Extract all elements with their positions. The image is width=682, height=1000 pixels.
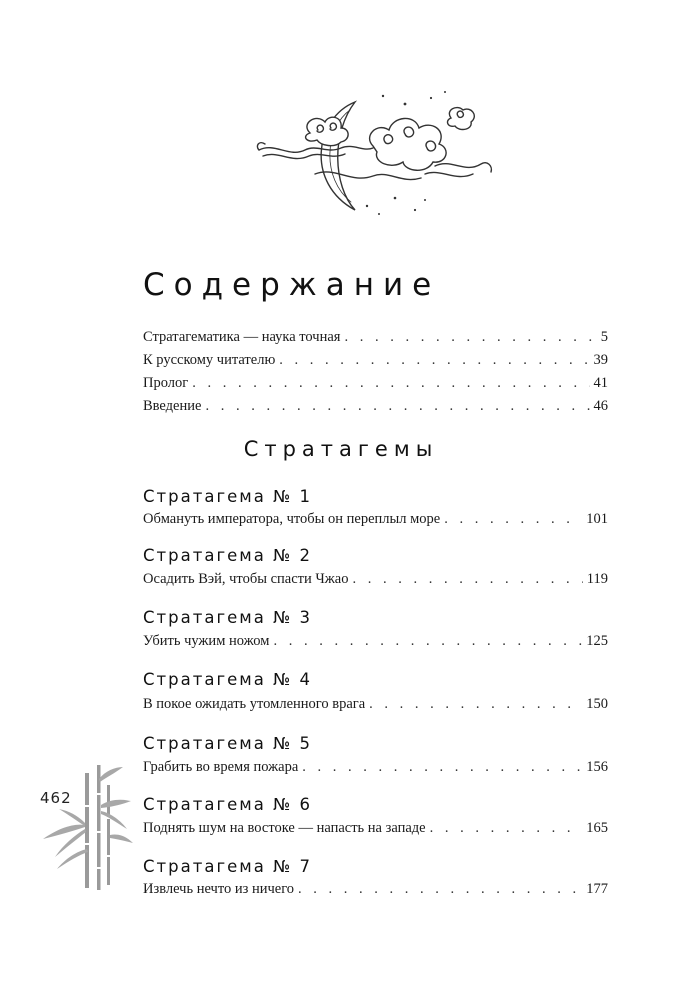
dot-leader bbox=[302, 759, 582, 776]
dot-leader bbox=[369, 696, 582, 713]
toc-entry[interactable] bbox=[143, 759, 608, 781]
page-title: Содержание bbox=[143, 266, 441, 303]
dot-leader bbox=[444, 511, 582, 528]
toc-entry-page: 39 bbox=[593, 352, 608, 368]
toc-entry[interactable] bbox=[143, 633, 608, 655]
toc-entry[interactable] bbox=[143, 696, 608, 718]
stratagem-heading: Стратагема № 1 bbox=[143, 487, 312, 506]
dot-leader bbox=[279, 352, 589, 369]
bamboo-icon bbox=[35, 765, 135, 890]
toc-entry-page: 177 bbox=[586, 881, 608, 897]
dot-leader bbox=[205, 398, 589, 415]
dot-leader bbox=[298, 881, 582, 898]
toc-entry-label: Введение bbox=[143, 398, 202, 414]
dot-leader bbox=[344, 329, 596, 346]
toc-entry-label: Поднять шум на востоке — напасть на западе bbox=[143, 820, 426, 836]
stratagem-heading: Стратагема № 7 bbox=[143, 857, 312, 876]
section-heading: Стратагемы bbox=[243, 437, 439, 461]
toc-entry-page: 150 bbox=[586, 696, 608, 712]
dot-leader bbox=[430, 820, 583, 837]
toc-entry-label: Осадить Вэй, чтобы спасти Чжао bbox=[143, 571, 349, 587]
dot-leader bbox=[192, 375, 589, 392]
toc-entry[interactable] bbox=[143, 820, 608, 842]
toc-entry-label: Обмануть императора, чтобы он переплыл море bbox=[143, 511, 441, 527]
toc-entry-page: 5 bbox=[600, 329, 608, 345]
toc-entry[interactable] bbox=[143, 398, 608, 420]
toc-entry-label: Пролог bbox=[143, 375, 189, 391]
stratagem-heading: Стратагема № 6 bbox=[143, 795, 312, 814]
toc-entry[interactable] bbox=[143, 375, 608, 397]
toc-entry-label: К русскому читателю bbox=[143, 352, 276, 368]
stratagem-heading: Стратагема № 3 bbox=[143, 608, 312, 627]
cloud-moon-ornament-icon bbox=[255, 88, 495, 218]
toc-entry-page: 119 bbox=[586, 571, 608, 587]
toc-entry-page: 46 bbox=[593, 398, 608, 414]
toc-entry[interactable] bbox=[143, 352, 608, 374]
toc-entry[interactable] bbox=[143, 511, 608, 533]
toc-entry-page: 156 bbox=[586, 759, 608, 775]
toc-entry-label: Убить чужим ножом bbox=[143, 633, 270, 649]
dot-leader bbox=[353, 571, 583, 588]
stratagem-heading: Стратагема № 2 bbox=[143, 546, 312, 565]
toc-entry-label: Извлечь нечто из ничего bbox=[143, 881, 295, 897]
toc-entry[interactable] bbox=[143, 571, 608, 593]
dot-leader bbox=[273, 633, 582, 650]
toc-entry-page: 165 bbox=[586, 820, 608, 836]
toc-entry-label: Грабить во время пожара bbox=[143, 759, 299, 775]
toc-entry-page: 41 bbox=[593, 375, 608, 391]
stratagem-heading: Стратагема № 5 bbox=[143, 734, 312, 753]
toc-entry[interactable] bbox=[143, 329, 608, 351]
toc-entry-page: 101 bbox=[586, 511, 608, 527]
toc-entry-page: 125 bbox=[586, 633, 608, 649]
toc-entry[interactable] bbox=[143, 881, 608, 903]
toc-entry-label: В покое ожидать утомленного врага bbox=[143, 696, 366, 712]
stratagem-heading: Стратагема № 4 bbox=[143, 670, 312, 689]
page-number: 462 bbox=[40, 789, 72, 807]
toc-entry-label: Стратагематика — наука точная bbox=[143, 329, 341, 345]
